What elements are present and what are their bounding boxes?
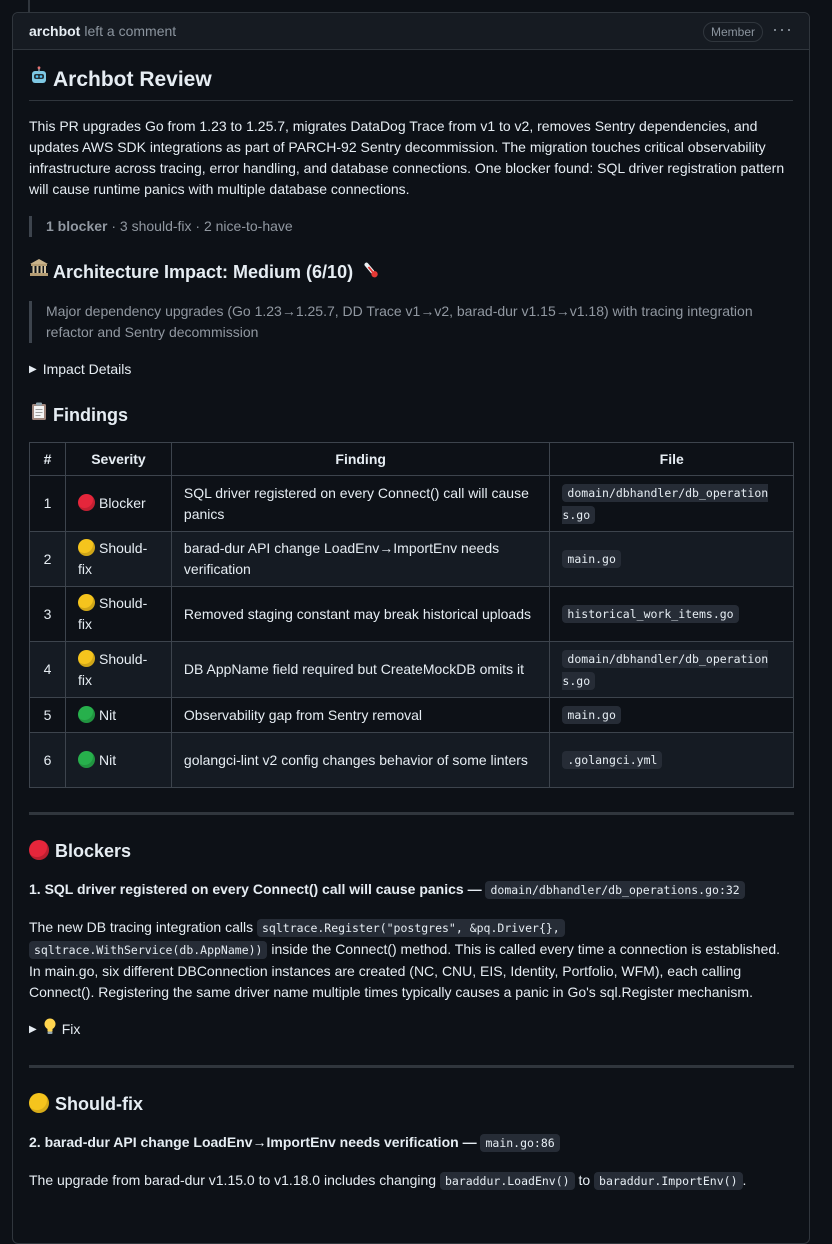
shouldfix-item-title: [29, 1132, 793, 1154]
findings-heading: [29, 401, 793, 427]
light-bulb-icon: [43, 1018, 57, 1041]
blocker-file-code: domain/dbhandler/db_operations.go:32: [485, 881, 744, 899]
finding-cell: Observability gap from Sentry removal: [171, 698, 550, 733]
severity-label: Should-fix: [77, 595, 148, 632]
row-number: 2: [30, 532, 66, 587]
severity-dot-icon: [78, 706, 95, 723]
finding-cell: SQL driver registered on every Connect() call will cause panics: [171, 476, 550, 532]
row-number: 6: [30, 733, 66, 788]
clipboard-icon: [29, 401, 49, 427]
other-counts: · 3 should-fix · 2 nice-to-have: [107, 218, 293, 234]
blocker-code-2: sqltrace.WithService(db.AppName)): [29, 941, 267, 959]
shouldfix-title: Should-fix: [55, 1094, 143, 1114]
file-path-code: main.go: [562, 550, 620, 568]
severity-label: Blocker: [98, 495, 146, 511]
findings-title: Findings: [53, 405, 128, 425]
blocker-item-text: 1. SQL driver registered on every Connect() call will cause panics —: [29, 881, 482, 897]
review-title: Archbot Review: [53, 68, 212, 91]
severity-label: Should-fix: [77, 650, 148, 688]
disclosure-triangle-icon: ▶: [29, 1024, 37, 1035]
severity-label: Should-fix: [77, 540, 148, 577]
comment-body: [13, 50, 809, 1192]
counts-quote: [29, 216, 793, 237]
review-summary: This PR upgrades Go from 1.23 to 1.25.7, migrates DataDog Trace from v1 to v2, removes Sentry dependencies, and updates AWS SDK integrations as part of PARCH-92 Sentry decommission. The migration touches critical observability infrastructure across tracing, error handling, and database connections. One blocker found: SQL driver registration pattern will cause runtime panics with multiple database connections.: [29, 118, 785, 197]
fix-toggle[interactable]: [29, 1018, 793, 1041]
file-path-code: main.go: [562, 706, 620, 724]
file-cell: [550, 698, 794, 733]
blocker-item-title: [29, 879, 793, 901]
impact-quote: Major dependency upgrades (Go 1.23→1.25.7, DD Trace v1→v2, barad-dur v1.15→v1.18) with tracing integration refactor and Sentry decommission: [29, 301, 793, 343]
severity-cell: [65, 698, 171, 733]
finding-cell: DB AppName field required but CreateMockDB omits it: [171, 642, 550, 698]
table-row: [30, 698, 794, 733]
file-cell: [550, 587, 794, 642]
blocker-text-1: The new DB tracing integration calls: [29, 919, 254, 935]
section-divider: [29, 812, 794, 815]
severity-label: Nit: [98, 751, 117, 768]
impact-title: Architecture Impact: Medium (6/10): [53, 262, 354, 282]
member-badge: Member: [703, 22, 763, 42]
file-path-code: domain/dbhandler/db_operations.go: [562, 651, 769, 688]
file-cell: [550, 532, 794, 587]
blockers-title: Blockers: [55, 841, 132, 861]
blocker-text-2: inside the Connect() method. This is called every time a connection is established. In main.go, six different DBConnection instances are created (NC, CNU, EIS, Identity, Portfolio, WFM), each calling Connect(). Registering the same driver name multiple times typically causes a panic in Go's sql.Register mechanism.: [29, 941, 781, 1000]
shouldfix-item-text: 2. barad-dur API change LoadEnv→ImportEnv needs verification —: [29, 1134, 477, 1150]
severity-cell: [65, 733, 171, 788]
file-path-code: historical_work_items.go: [562, 605, 738, 623]
blocker-code-1: sqltrace.Register("postgres", &pq.Driver{},: [257, 919, 565, 937]
impact-details-label: Impact Details: [42, 361, 132, 377]
blocker-description: [29, 917, 793, 1003]
column-header: Finding: [171, 443, 550, 476]
shouldfix-heading: [29, 1092, 793, 1116]
file-cell: [550, 642, 794, 698]
thermometer-icon: [361, 260, 381, 286]
table-row: [30, 733, 794, 788]
finding-cell: barad-dur API change LoadEnv→ImportEnv needs verification: [171, 532, 550, 587]
table-row: [30, 532, 794, 587]
impact-heading: [29, 258, 793, 286]
comment-header: [13, 13, 809, 50]
severity-cell: [65, 532, 171, 587]
row-number: 1: [30, 476, 66, 532]
table-row: [30, 587, 794, 642]
severity-dot-icon: [78, 650, 95, 667]
timeline-connector: [28, 0, 30, 12]
review-heading: [29, 50, 793, 101]
severity-label: Nit: [98, 706, 117, 723]
section-divider: [29, 1065, 794, 1068]
shouldfix-code-1: baraddur.LoadEnv(): [440, 1172, 575, 1190]
column-header: File: [550, 443, 794, 476]
file-cell: [550, 476, 794, 532]
finding-cell: golangci-lint v2 config changes behavior of some linters: [171, 733, 550, 788]
disclosure-triangle-icon: ▶: [29, 364, 37, 375]
blockers-heading: [29, 839, 793, 863]
shouldfix-text-2: to: [578, 1172, 591, 1188]
severity-cell: [65, 642, 171, 698]
row-number: 4: [30, 642, 66, 698]
comment-card: [12, 12, 810, 1244]
robot-icon: [29, 65, 49, 95]
shouldfix-code-2: baraddur.ImportEnv(): [594, 1172, 742, 1190]
severity-dot-icon: [78, 494, 95, 511]
severity-cell: [65, 587, 171, 642]
shouldfix-text-3: .: [742, 1172, 747, 1188]
classical-building-icon: [29, 258, 49, 284]
comment-author[interactable]: archbot: [29, 23, 81, 39]
severity-dot-icon: [78, 594, 95, 611]
file-cell: [550, 733, 794, 788]
shouldfix-description: [29, 1170, 793, 1192]
row-number: 5: [30, 698, 66, 733]
red-circle-icon: [29, 840, 49, 860]
row-number: 3: [30, 587, 66, 642]
fix-label: Fix: [61, 1021, 81, 1037]
severity-dot-icon: [78, 539, 95, 556]
column-header: Severity: [65, 443, 171, 476]
table-header-row: [30, 443, 794, 476]
comment-action: left a comment: [84, 23, 177, 39]
more-options-icon[interactable]: ···: [772, 19, 793, 39]
finding-cell: Removed staging constant may break historical uploads: [171, 587, 550, 642]
yellow-circle-icon: [29, 1093, 49, 1113]
table-row: [30, 642, 794, 698]
shouldfix-text-1: The upgrade from barad-dur v1.15.0 to v1.18.0 includes changing: [29, 1172, 437, 1188]
severity-cell: [65, 476, 171, 532]
table-row: [30, 476, 794, 532]
file-path-code: domain/dbhandler/db_operations.go: [562, 485, 769, 522]
shouldfix-file-code: main.go:86: [480, 1134, 559, 1152]
impact-details-toggle[interactable]: [29, 359, 793, 380]
findings-table: [29, 442, 794, 788]
blocker-count: 1 blocker: [46, 218, 108, 234]
column-header: #: [30, 443, 66, 476]
file-path-code: .golangci.yml: [562, 751, 662, 769]
severity-dot-icon: [78, 751, 95, 768]
